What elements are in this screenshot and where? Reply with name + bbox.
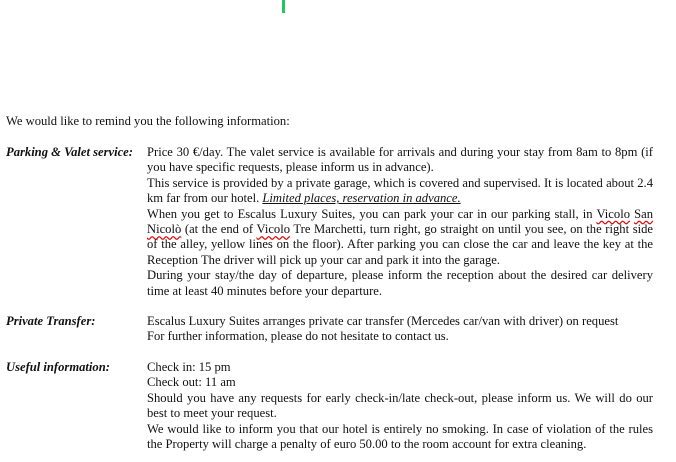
directions-word-vicolo-1: Vicolo bbox=[596, 206, 630, 221]
directions-part-d: Tre Marchetti, turn right, go straight on until you see, on the right side of the alley, yellow lines on the floor). After parking you can close the car and leave the key at the Reception The driver will pick up your car and park it into the garage. bbox=[147, 222, 653, 267]
checkout-text: Check out: 11 am bbox=[147, 375, 236, 390]
early-checkin-text: Should you have any requests for early check-in/late check-out, please inform us. We will do our best to meet your request. bbox=[147, 390, 653, 421]
directions-word-san-nicolo: San Nicolò bbox=[147, 206, 654, 237]
transfer-label: Private Transfer: bbox=[6, 314, 96, 328]
useful-content bbox=[147, 360, 653, 452]
parking-garage-desc: This service is provided by a private garage, which is covered and supervised. It is located about 2.4 km far from our hotel. bbox=[147, 175, 653, 206]
transfer-content bbox=[147, 314, 653, 345]
directions-part-c: (at the end of bbox=[181, 222, 257, 237]
directions-part-a: When you get to Escalus Luxury Suites, you can park your car in our parking stall, in bbox=[147, 206, 597, 221]
parking-content bbox=[147, 145, 653, 299]
text-cursor-mark bbox=[282, 0, 285, 13]
parking-directions-text bbox=[147, 207, 653, 269]
directions-word-vicolo-2: Vicolo bbox=[256, 222, 291, 237]
parking-garage-text bbox=[147, 176, 653, 207]
transfer-text: Escalus Luxury Suites arranges private car transfer (Mercedes car/van with driver) on request bbox=[147, 314, 619, 328]
checkin-text: Check in: 15 pm bbox=[147, 360, 231, 374]
parking-price-text: Price 30 €/day. The valet service is available for arrivals and during your stay from 8am to 8pm (if you have specific requests, please inform us in advance). bbox=[147, 145, 653, 175]
no-smoking-text: We would like to inform you that our hotel is entirely no smoking. In case of violation of the rules the Property will charge a penalty of euro 50.00 to the room account for extra cleaning. bbox=[147, 421, 653, 452]
parking-departure-text: During your stay/the day of departure, please inform the reception about the desired car delivery time at least 40 minutes before your departure. bbox=[147, 268, 653, 298]
parking-label: Parking & Valet service: bbox=[6, 145, 133, 159]
transfer-contact-text: For further information, please do not hesitate to contact us. bbox=[147, 329, 449, 344]
useful-label: Useful information: bbox=[6, 360, 110, 374]
parking-limited-note: Limited places, reservation in advance. bbox=[262, 191, 461, 206]
intro-text: We would like to remind you the following information: bbox=[6, 114, 290, 128]
